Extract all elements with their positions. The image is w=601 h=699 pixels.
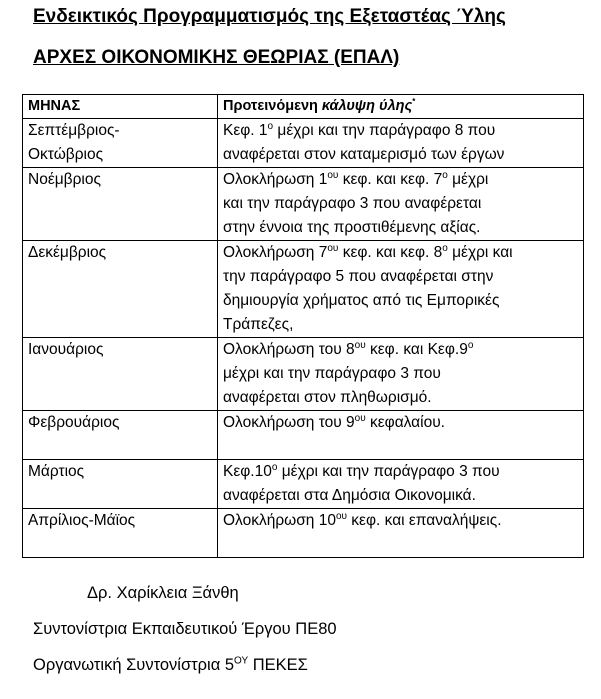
coverage-line xyxy=(223,313,583,337)
coverage-text: κεφ. και επαναλήψεις. xyxy=(347,512,502,529)
coverage-cell xyxy=(218,119,584,168)
coverage-text: Ολοκλήρωση 1 xyxy=(223,171,328,188)
month-text: Σεπτέμβριος- xyxy=(28,122,120,139)
month-cell xyxy=(23,168,218,241)
coverage-text: και την παράγραφο 3 που αναφέρεται xyxy=(223,195,482,212)
coverage-text: μέχρι και την παράγραφο 3 που xyxy=(223,365,441,382)
coverage-cell xyxy=(218,509,584,558)
signature-org-prefix: Οργανωτική Συντονίστρια 5 xyxy=(33,656,235,674)
signature-organization xyxy=(33,656,308,675)
coverage-text: Ολοκλήρωση 7 xyxy=(223,244,328,261)
document-title: Ενδεικτικός Προγραμματισμός της Εξεταστέας Ύλης xyxy=(33,6,506,27)
coverage-text: μέχρι xyxy=(447,171,489,188)
coverage-text: την παράγραφο 5 που αναφέρεται στην xyxy=(223,268,494,285)
ordinal-superscript: ου xyxy=(327,242,339,254)
coverage-text: Ολοκλήρωση του 8 xyxy=(223,341,355,358)
month-cell xyxy=(23,241,218,338)
coverage-line xyxy=(223,119,583,143)
month-text: Οκτώβριος xyxy=(28,146,104,163)
table-header-row xyxy=(23,95,584,119)
coverage-text: κεφ. και κεφ. 8 xyxy=(338,244,443,261)
month-text: Νοέμβριος xyxy=(28,171,101,188)
coverage-text: μέχρι και την παράγραφο 3 που xyxy=(277,463,500,480)
coverage-text: κεφαλαίου. xyxy=(365,414,445,431)
ordinal-superscript: ου xyxy=(327,169,339,181)
syllabus-table xyxy=(22,94,584,558)
month-text: Δεκέμβριος xyxy=(28,244,107,261)
coverage-line xyxy=(223,435,583,459)
header-coverage xyxy=(218,95,584,119)
coverage-line xyxy=(223,533,583,557)
coverage-line xyxy=(223,386,583,410)
coverage-line xyxy=(223,192,583,216)
coverage-cell xyxy=(218,168,584,241)
document-subtitle: ΑΡΧΕΣ ΟΙΚΟΝΟΜΙΚΗΣ ΘΕΩΡΙΑΣ (ΕΠΑΛ) xyxy=(33,47,400,68)
coverage-line xyxy=(223,216,583,240)
coverage-text: Ολοκλήρωση 10 xyxy=(223,512,336,529)
ordinal-superscript: ο xyxy=(267,120,274,132)
table-row xyxy=(23,119,584,168)
signature-org-suffix: ΠΕΚΕΣ xyxy=(248,656,308,674)
ordinal-superscript: ου xyxy=(354,339,366,351)
coverage-text: μέχρι και την παράγραφο 8 που xyxy=(273,122,496,139)
coverage-text: μέχρι και xyxy=(447,244,513,261)
signature-org-sup: ΟΥ xyxy=(234,655,249,667)
coverage-text: αναφέρεται στον πληθωρισμό. xyxy=(223,389,432,406)
coverage-text: Κεφ. 1 xyxy=(223,122,268,139)
ordinal-superscript: ου xyxy=(354,412,366,424)
table-row xyxy=(23,338,584,411)
ordinal-superscript: ο xyxy=(442,242,448,254)
signature-role: Συντονίστρια Εκπαιδευτικού Έργου ΠΕ80 xyxy=(33,620,337,638)
month-text: Ιανουάριος xyxy=(28,341,104,358)
coverage-text: αναφέρεται στον καταμερισμό των έργων xyxy=(223,146,505,163)
month-cell xyxy=(23,460,218,509)
month-text: Μάρτιος xyxy=(28,463,85,480)
month-text: Απρίλιος-Μάϊος xyxy=(28,512,136,529)
month-cell xyxy=(23,411,218,460)
coverage-line xyxy=(223,338,583,362)
coverage-cell xyxy=(218,241,584,338)
coverage-line xyxy=(223,289,583,313)
coverage-line xyxy=(223,484,583,508)
coverage-line xyxy=(223,241,583,265)
coverage-text: αναφέρεται στα Δημόσια Οικονομικά. xyxy=(223,487,476,504)
ordinal-superscript: ου xyxy=(335,510,347,522)
coverage-line xyxy=(223,143,583,167)
month-text: Φεβρουάριος xyxy=(28,414,120,431)
month-cell xyxy=(23,119,218,168)
table-row xyxy=(23,168,584,241)
header-coverage-bold: Προτεινόμενη xyxy=(223,98,322,114)
coverage-line xyxy=(223,362,583,386)
coverage-cell xyxy=(218,338,584,411)
coverage-text: στην έννοια της προστιθέμενης αξίας. xyxy=(223,219,481,236)
ordinal-superscript: ο xyxy=(442,169,448,181)
coverage-cell xyxy=(218,460,584,509)
coverage-text: κεφ. και Κεφ.9 xyxy=(365,341,468,358)
coverage-line xyxy=(223,509,583,533)
coverage-text: δημιουργία χρήματος από τις Εμπορικές xyxy=(223,292,500,309)
table-row xyxy=(23,460,584,509)
coverage-cell xyxy=(218,411,584,460)
coverage-line xyxy=(223,411,583,435)
table-body xyxy=(23,119,584,558)
coverage-line xyxy=(223,265,583,289)
coverage-text: κεφ. και κεφ. 7 xyxy=(338,171,443,188)
coverage-text: Κεφ.10 xyxy=(223,463,272,480)
ordinal-superscript: ο xyxy=(271,461,278,473)
coverage-text: Ολοκλήρωση του 9 xyxy=(223,414,355,431)
ordinal-superscript: ο xyxy=(467,339,474,351)
header-month: ΜΗΝΑΣ xyxy=(23,95,218,119)
month-cell xyxy=(23,338,218,411)
coverage-text: Τράπεζες, xyxy=(223,316,294,333)
table-row xyxy=(23,411,584,460)
header-coverage-italic: κάλυψη ύλης xyxy=(321,98,413,114)
header-footnote-mark: * xyxy=(412,97,416,107)
month-cell xyxy=(23,509,218,558)
table-row xyxy=(23,241,584,338)
table-row xyxy=(23,509,584,558)
signature-name: Δρ. Χαρίκλεια Ξάνθη xyxy=(87,584,239,602)
coverage-line xyxy=(223,460,583,484)
coverage-line xyxy=(223,168,583,192)
